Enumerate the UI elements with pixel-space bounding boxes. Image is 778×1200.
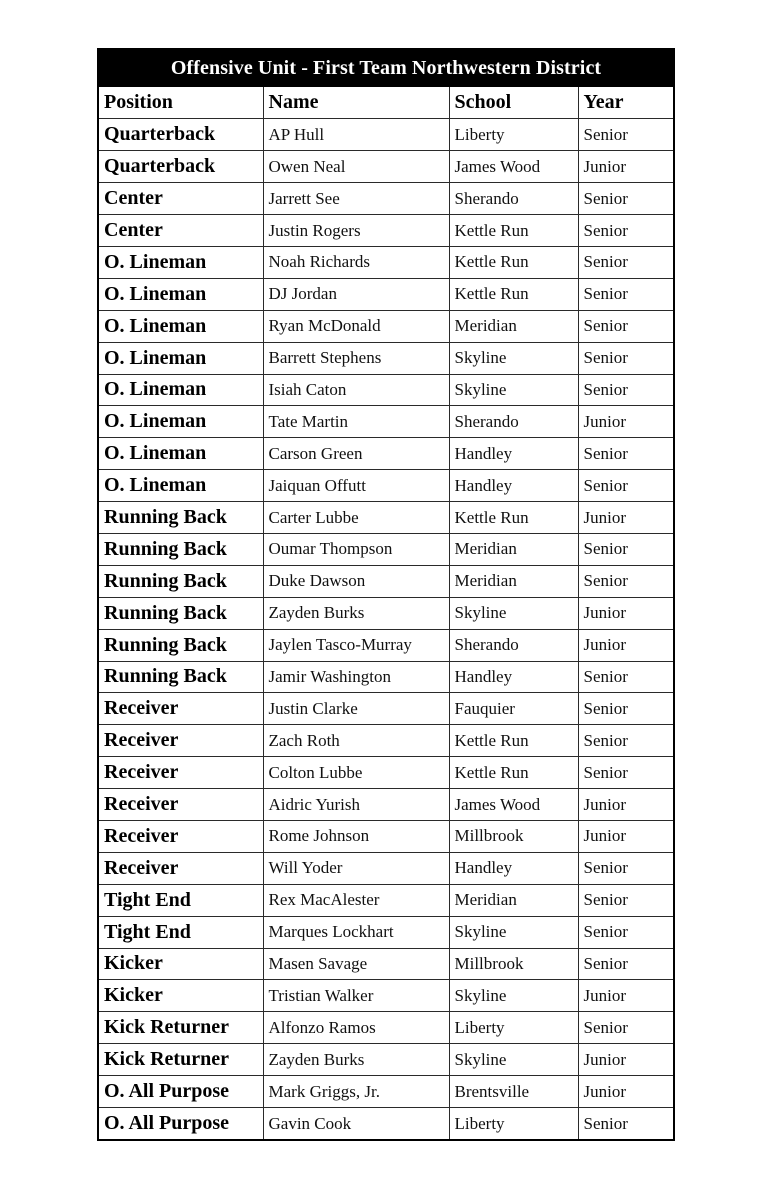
table-row [99,406,673,438]
table-row [99,1044,673,1076]
cell-year: Senior [578,1108,673,1140]
table-row [99,916,673,948]
cell-year: Senior [578,119,673,151]
cell-school: Skyline [449,980,578,1012]
cell-name: Jaylen Tasco-Murray [263,629,449,661]
cell-year: Junior [578,789,673,821]
cell-position: Receiver [99,820,263,852]
cell-school: Sherando [449,629,578,661]
cell-name: Masen Savage [263,948,449,980]
table-row [99,565,673,597]
cell-year: Senior [578,470,673,502]
table-row [99,980,673,1012]
table-row [99,310,673,342]
cell-name: Mark Griggs, Jr. [263,1076,449,1108]
table-row [99,1108,673,1140]
cell-year: Senior [578,1012,673,1044]
cell-name: AP Hull [263,119,449,151]
cell-school: Skyline [449,916,578,948]
cell-name: Jarrett See [263,183,449,215]
table-row [99,820,673,852]
cell-position: O. Lineman [99,342,263,374]
cell-name: Jamir Washington [263,661,449,693]
cell-school: Handley [449,852,578,884]
cell-name: Rome Johnson [263,820,449,852]
cell-name: Isiah Caton [263,374,449,406]
cell-position: O. Lineman [99,470,263,502]
cell-position: Running Back [99,629,263,661]
cell-year: Junior [578,597,673,629]
cell-year: Junior [578,980,673,1012]
cell-name: Barrett Stephens [263,342,449,374]
cell-position: Receiver [99,725,263,757]
cell-name: Justin Rogers [263,215,449,247]
cell-school: Liberty [449,119,578,151]
column-header-school: School [449,87,578,119]
table-row [99,183,673,215]
cell-position: O. Lineman [99,310,263,342]
cell-year: Senior [578,661,673,693]
cell-name: Noah Richards [263,246,449,278]
header-row [99,87,673,119]
cell-school: Kettle Run [449,246,578,278]
cell-name: Jaiquan Offutt [263,470,449,502]
cell-school: Liberty [449,1012,578,1044]
cell-year: Senior [578,183,673,215]
cell-school: Skyline [449,374,578,406]
cell-year: Senior [578,374,673,406]
cell-name: Marques Lockhart [263,916,449,948]
cell-school: Handley [449,438,578,470]
table-row [99,1076,673,1108]
cell-year: Junior [578,629,673,661]
cell-name: Rex MacAlester [263,884,449,916]
cell-year: Senior [578,693,673,725]
table-row [99,661,673,693]
cell-year: Senior [578,757,673,789]
table-row [99,693,673,725]
cell-position: O. Lineman [99,406,263,438]
cell-school: Kettle Run [449,502,578,534]
cell-position: Kicker [99,980,263,1012]
cell-position: Receiver [99,693,263,725]
cell-name: Zayden Burks [263,1044,449,1076]
table-row [99,119,673,151]
column-header-year: Year [578,87,673,119]
cell-name: Zayden Burks [263,597,449,629]
cell-year: Senior [578,246,673,278]
cell-position: Running Back [99,502,263,534]
cell-name: Alfonzo Ramos [263,1012,449,1044]
cell-position: Quarterback [99,151,263,183]
cell-year: Junior [578,406,673,438]
cell-year: Senior [578,215,673,247]
cell-position: Kick Returner [99,1044,263,1076]
cell-position: Kicker [99,948,263,980]
table-row [99,852,673,884]
cell-school: Meridian [449,310,578,342]
cell-year: Senior [578,884,673,916]
cell-position: O. Lineman [99,438,263,470]
cell-year: Junior [578,820,673,852]
table-row [99,278,673,310]
cell-name: Tate Martin [263,406,449,438]
table-row [99,374,673,406]
cell-school: Fauquier [449,693,578,725]
cell-school: Brentsville [449,1076,578,1108]
cell-school: Kettle Run [449,757,578,789]
table-row [99,438,673,470]
cell-position: Receiver [99,757,263,789]
cell-school: James Wood [449,151,578,183]
cell-name: Owen Neal [263,151,449,183]
cell-school: Kettle Run [449,725,578,757]
cell-year: Senior [578,342,673,374]
table-title: Offensive Unit - First Team Northwestern District [99,50,673,87]
table-row [99,533,673,565]
cell-name: DJ Jordan [263,278,449,310]
cell-school: Kettle Run [449,215,578,247]
cell-position: Running Back [99,533,263,565]
table-row [99,342,673,374]
cell-name: Carter Lubbe [263,502,449,534]
cell-name: Zach Roth [263,725,449,757]
cell-position: Running Back [99,565,263,597]
table-row [99,629,673,661]
cell-name: Duke Dawson [263,565,449,597]
cell-position: O. Lineman [99,374,263,406]
cell-school: Sherando [449,406,578,438]
cell-name: Oumar Thompson [263,533,449,565]
cell-position: O. All Purpose [99,1076,263,1108]
table-row [99,725,673,757]
cell-school: James Wood [449,789,578,821]
cell-year: Senior [578,565,673,597]
cell-name: Carson Green [263,438,449,470]
cell-school: Skyline [449,597,578,629]
cell-school: Handley [449,661,578,693]
cell-year: Junior [578,151,673,183]
column-header-position: Position [99,87,263,119]
table-row [99,597,673,629]
cell-school: Millbrook [449,820,578,852]
cell-name: Colton Lubbe [263,757,449,789]
cell-school: Millbrook [449,948,578,980]
cell-name: Ryan McDonald [263,310,449,342]
cell-name: Justin Clarke [263,693,449,725]
cell-position: Receiver [99,789,263,821]
roster-body [99,119,673,1140]
cell-school: Meridian [449,884,578,916]
cell-year: Senior [578,438,673,470]
cell-name: Aidric Yurish [263,789,449,821]
cell-year: Senior [578,725,673,757]
cell-school: Meridian [449,533,578,565]
cell-position: Kick Returner [99,1012,263,1044]
table-row [99,948,673,980]
cell-position: Tight End [99,916,263,948]
cell-year: Junior [578,1044,673,1076]
cell-year: Senior [578,852,673,884]
table-row [99,757,673,789]
cell-name: Will Yoder [263,852,449,884]
table-row [99,1012,673,1044]
cell-school: Sherando [449,183,578,215]
cell-position: O. All Purpose [99,1108,263,1140]
cell-school: Skyline [449,1044,578,1076]
cell-position: Running Back [99,597,263,629]
cell-year: Senior [578,533,673,565]
cell-year: Senior [578,310,673,342]
roster-table [99,87,673,1139]
table-row [99,884,673,916]
cell-position: Quarterback [99,119,263,151]
cell-school: Skyline [449,342,578,374]
cell-position: Center [99,183,263,215]
cell-year: Senior [578,948,673,980]
cell-position: Receiver [99,852,263,884]
roster-sheet [97,48,675,1141]
column-header-name: Name [263,87,449,119]
cell-position: Tight End [99,884,263,916]
cell-year: Senior [578,278,673,310]
cell-school: Handley [449,470,578,502]
table-row [99,789,673,821]
cell-name: Gavin Cook [263,1108,449,1140]
table-row [99,215,673,247]
cell-year: Junior [578,1076,673,1108]
cell-position: Running Back [99,661,263,693]
table-row [99,502,673,534]
table-row [99,151,673,183]
table-row [99,470,673,502]
cell-position: O. Lineman [99,278,263,310]
cell-school: Meridian [449,565,578,597]
cell-year: Junior [578,502,673,534]
cell-position: Center [99,215,263,247]
cell-name: Tristian Walker [263,980,449,1012]
table-row [99,246,673,278]
cell-school: Kettle Run [449,278,578,310]
cell-school: Liberty [449,1108,578,1140]
cell-position: O. Lineman [99,246,263,278]
cell-year: Senior [578,916,673,948]
